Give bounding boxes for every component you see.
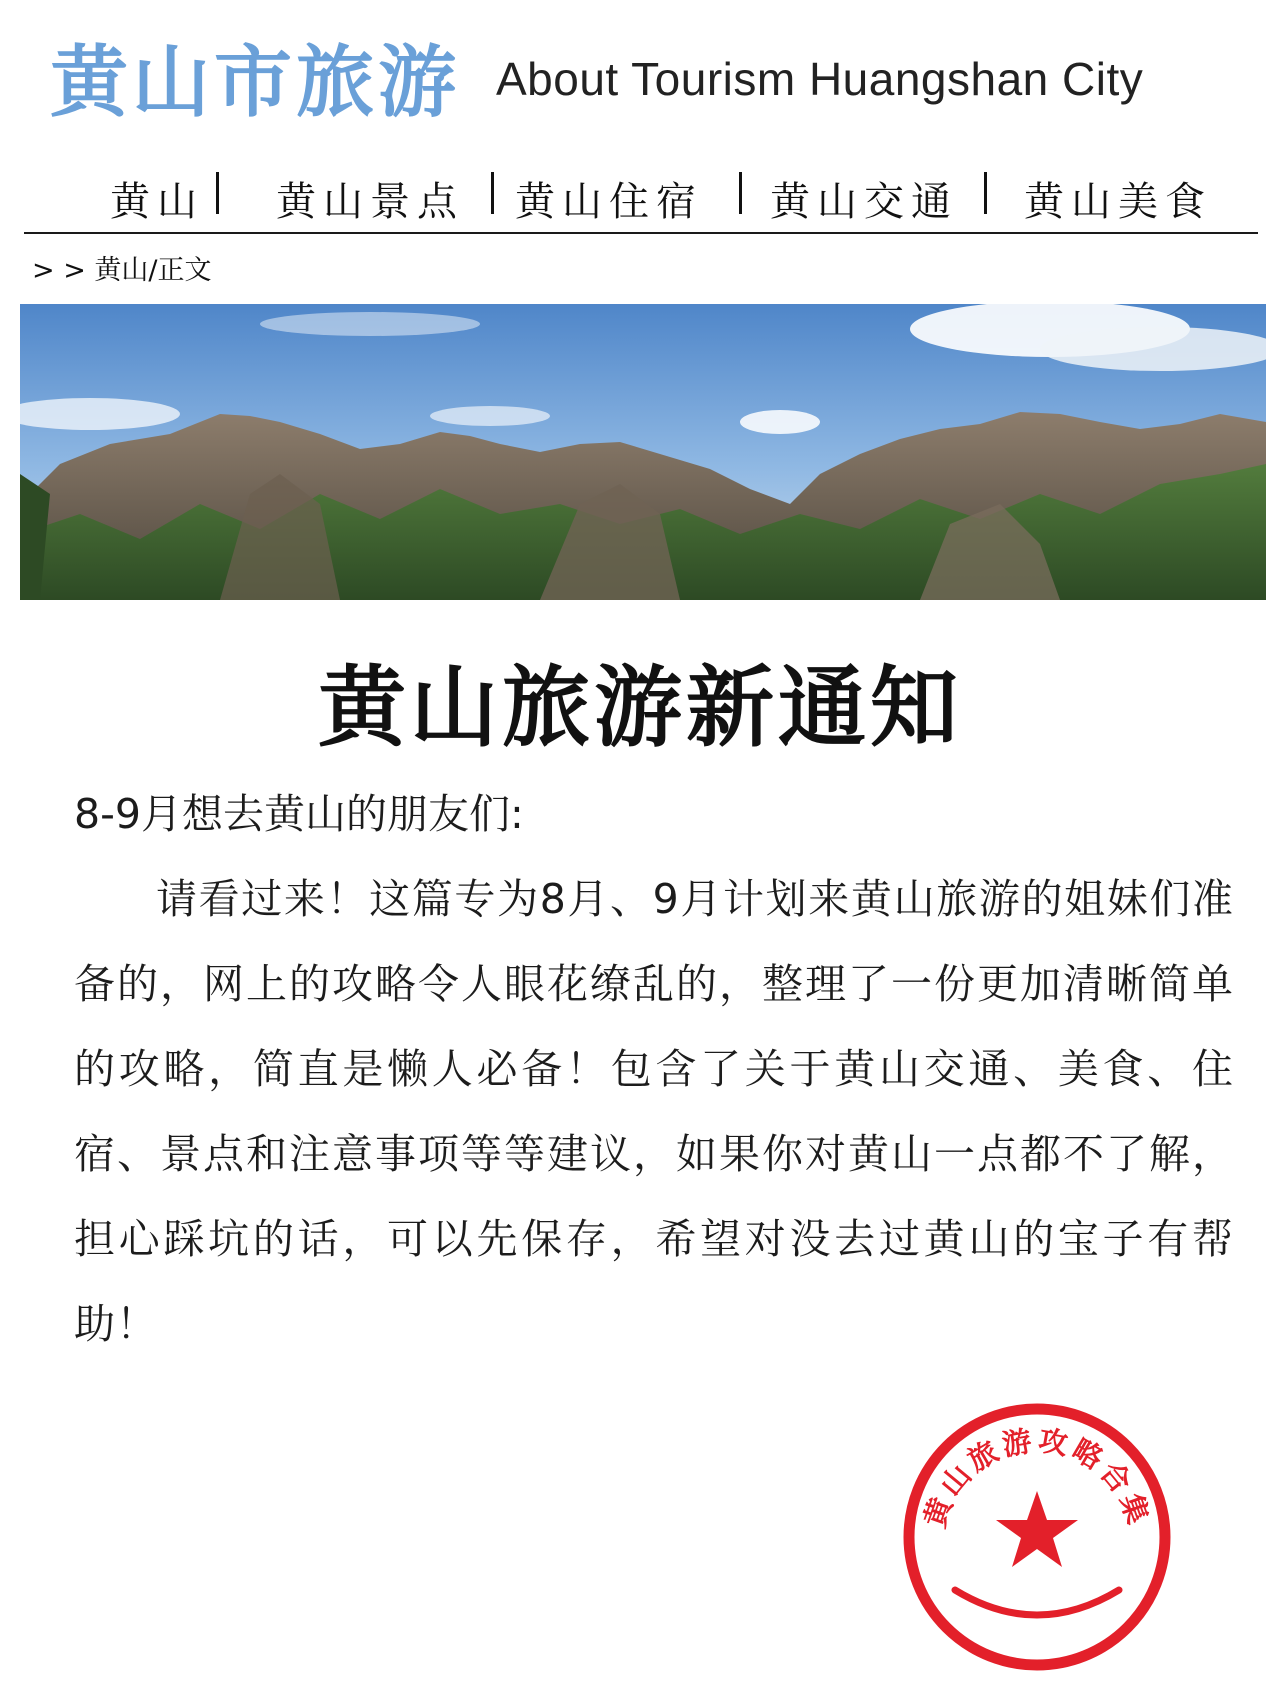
article-paragraph: 请看过来！这篇专为8月、9月计划来黄山旅游的姐妹们准备的，网上的攻略令人眼花缭乱的，整理了一份更加清晰简单的攻略，简直是懒人必备！包含了关于黄山交通、美食、住宿、景点和注意事项等等建议，如果你对黄山一点都不了解，担心踩坑的话，可以先保存，希望对没去过黄山的宝子有帮助！ [74, 875, 1234, 1348]
svg-text:黄山旅游攻略合集: 黄山旅游攻略合集 [917, 1422, 1157, 1532]
stamp-seal-icon [895, 1395, 1180, 1680]
article-body [74, 772, 1234, 1367]
nav-separator [984, 172, 987, 214]
site-logo-chinese[interactable]: 黄山市旅游 [50, 38, 461, 128]
nav-item-huangshan[interactable]: 黄山 [110, 179, 204, 225]
article-greeting: 8-9月想去黄山的朋友们: [74, 790, 524, 838]
red-star-icon [996, 1491, 1078, 1567]
nav-item-food[interactable]: 黄山美食 [1024, 179, 1212, 225]
site-logo-english[interactable]: About Tourism Huangshan City [496, 53, 1144, 105]
stamp [895, 1395, 1180, 1680]
article-title: 黄山旅游新通知 [317, 656, 962, 759]
nav-item-attractions[interactable]: 黄山景点 [276, 179, 464, 225]
nav-item-accommodation[interactable]: 黄山住宿 [515, 179, 703, 225]
nav-separator [739, 172, 742, 214]
nav-separator [216, 172, 219, 214]
main-nav [24, 170, 1258, 234]
nav-separator [491, 172, 494, 214]
mountain-landscape-icon [20, 304, 1266, 600]
breadcrumb[interactable]: > > 黄山/正文 [32, 255, 212, 286]
site-header [0, 0, 1280, 140]
nav-item-transport[interactable]: 黄山交通 [770, 179, 958, 225]
hero-banner [20, 304, 1266, 600]
